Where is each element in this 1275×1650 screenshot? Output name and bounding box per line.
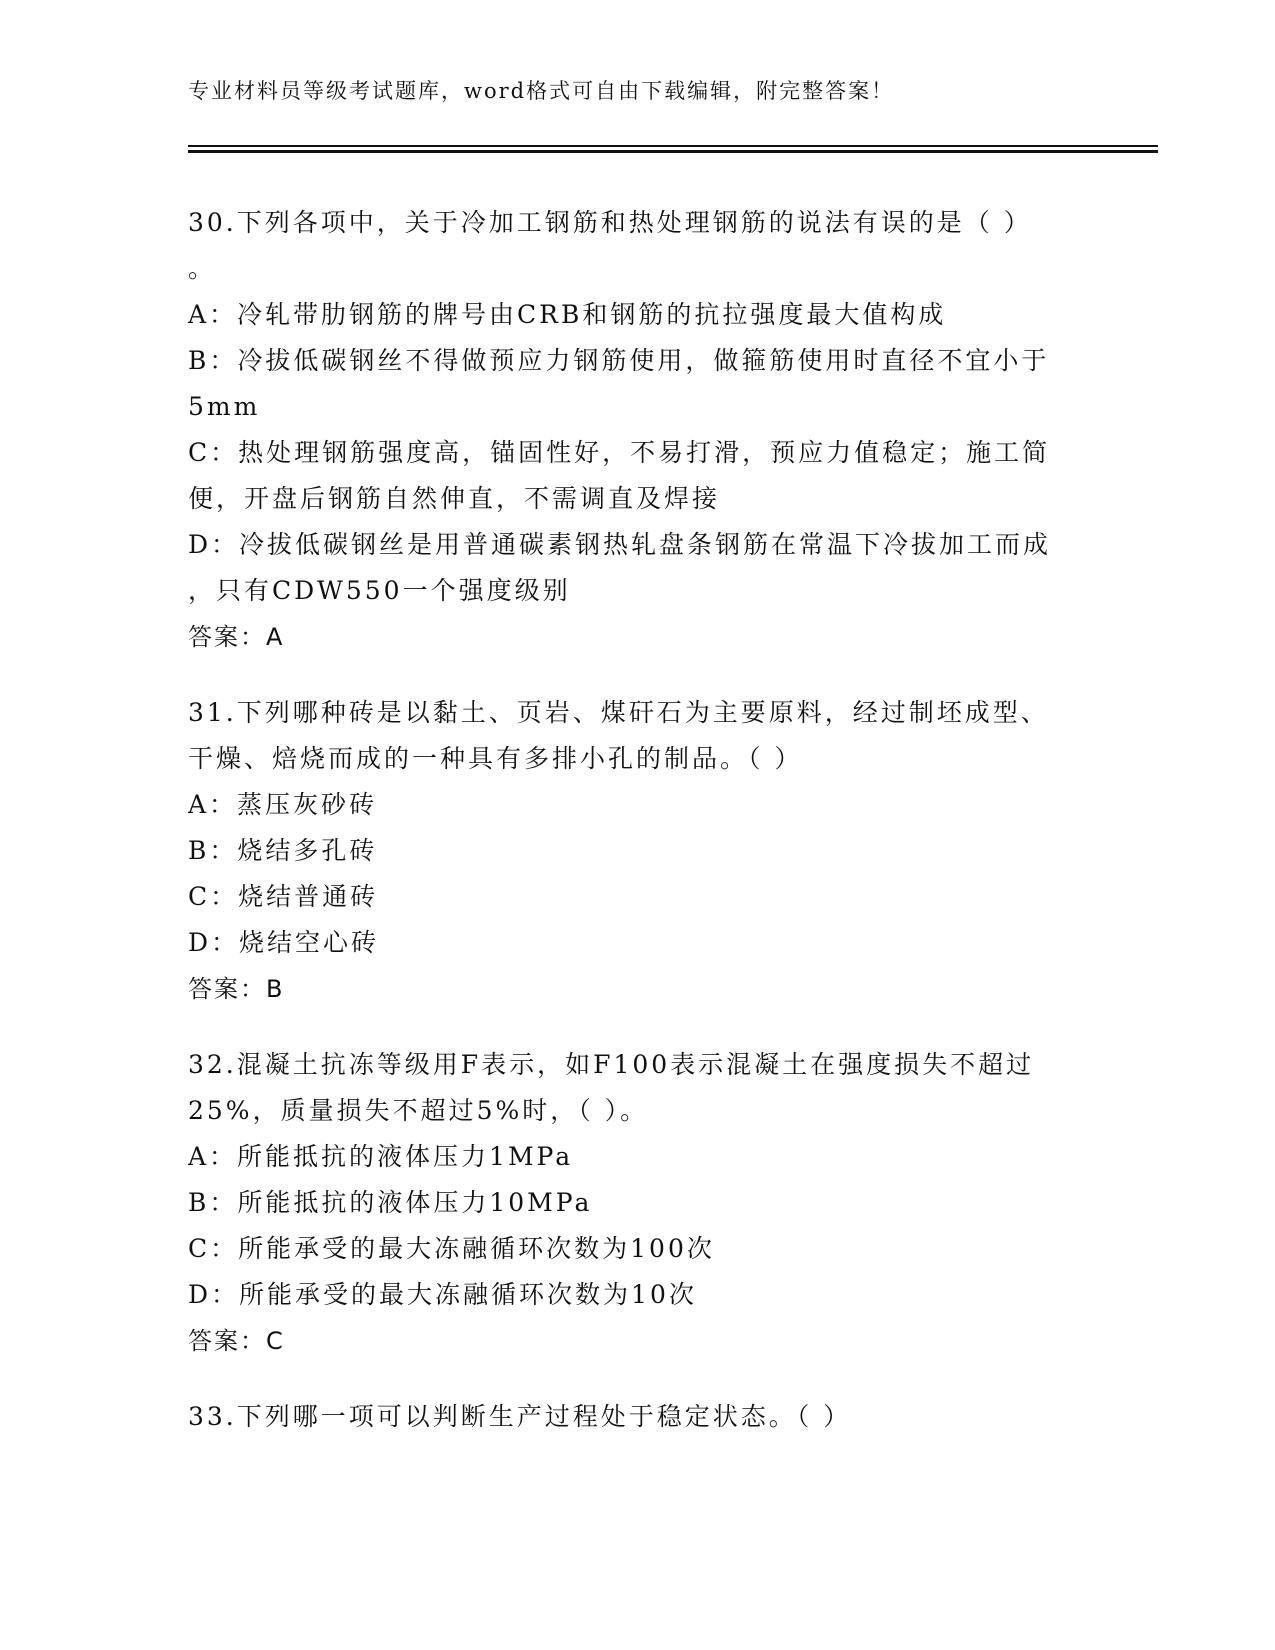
question-stem: 33.下列哪一项可以判断生产过程处于稳定状态。（ ） — [188, 1402, 852, 1431]
answer-label: 答案：B — [188, 975, 285, 1003]
question-stem: 30.下列各项中，关于冷加工钢筋和热处理钢筋的说法有误的是（ ） — [188, 208, 1032, 237]
question-list — [188, 200, 1088, 1470]
question-30 — [188, 200, 1088, 660]
answer-label: 答案：A — [188, 623, 285, 651]
option-d: D：冷拔低碳钢丝是用普通碳素钢热轧盘条钢筋在常温下冷拔加工而成 — [188, 530, 1052, 559]
option-c: C：烧结普通砖 — [188, 882, 379, 911]
option-d: D：所能承受的最大冻融循环次数为10次 — [188, 1280, 697, 1309]
header-divider-thick — [188, 150, 1158, 153]
option-a: A：冷轧带肋钢筋的牌号由CRB和钢筋的抗拉强度最大值构成 — [188, 300, 947, 329]
page-header-text: 专业材料员等级考试题库，word格式可自由下载编辑，附完整答案！ — [188, 79, 895, 103]
option-c: C：所能承受的最大冻融循环次数为100次 — [188, 1234, 715, 1263]
question-32 — [188, 1042, 1088, 1364]
question-stem-continued: 。 — [188, 254, 217, 283]
option-b: B：烧结多孔砖 — [188, 836, 378, 865]
option-d: D：烧结空心砖 — [188, 928, 380, 957]
option-a: A：蒸压灰砂砖 — [188, 790, 378, 819]
question-33 — [188, 1394, 1088, 1440]
question-stem-continued: 干燥、焙烧而成的一种具有多排小孔的制品。（ ） — [188, 744, 803, 773]
question-stem: 31.下列哪种砖是以黏土、页岩、煤矸石为主要原料，经过制坯成型、 — [188, 698, 1049, 727]
header-divider — [188, 145, 1158, 147]
question-stem-continued: 25%，质量损失不超过5%时，（ ）。 — [188, 1096, 649, 1125]
option-c-continued: 便，开盘后钢筋自然伸直，不需调直及焊接 — [188, 484, 721, 513]
question-stem: 32.混凝土抗冻等级用F表示，如F100表示混凝土在强度损失不超过 — [188, 1050, 1035, 1079]
option-b-continued: 5mm — [188, 392, 261, 421]
option-b: B：冷拔低碳钢丝不得做预应力钢筋使用，做箍筋使用时直径不宜小于 — [188, 346, 1050, 375]
option-a: A：所能抵抗的液体压力1MPa — [188, 1142, 574, 1171]
answer-label: 答案：C — [188, 1327, 285, 1355]
question-31 — [188, 690, 1088, 1012]
option-d-continued: ，只有CDW550一个强度级别 — [188, 576, 571, 605]
option-b: B：所能抵抗的液体压力10MPa — [188, 1188, 593, 1217]
option-c: C：热处理钢筋强度高，锚固性好，不易打滑，预应力值稳定；施工简 — [188, 438, 1051, 467]
